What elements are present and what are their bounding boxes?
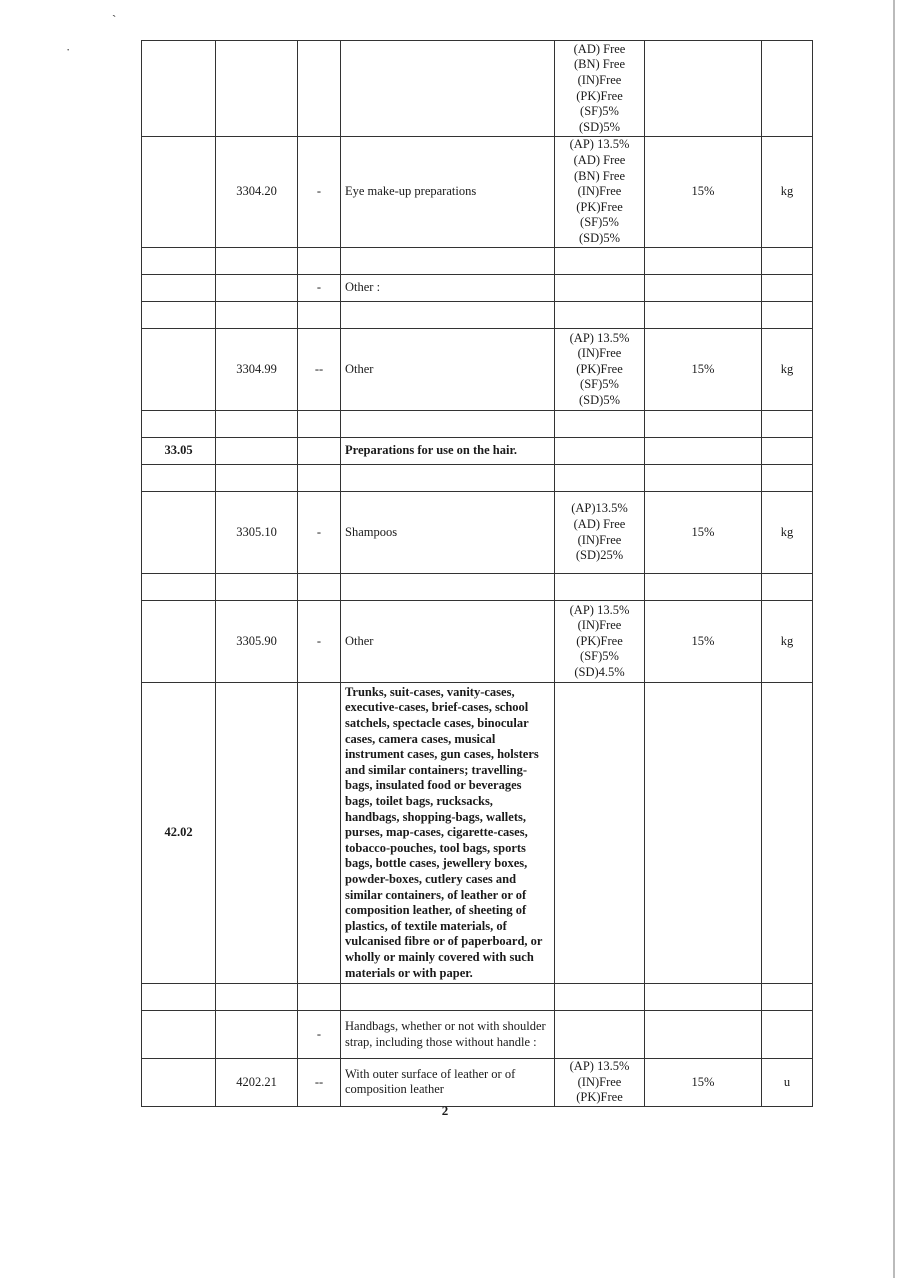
dash-level-cell: - bbox=[298, 601, 341, 683]
heading-number-cell bbox=[142, 302, 216, 329]
dash-level-cell bbox=[298, 984, 341, 1011]
subheading-code-cell: 3304.99 bbox=[216, 329, 298, 411]
table-row bbox=[142, 41, 813, 137]
heading-number-cell bbox=[142, 1059, 216, 1107]
general-duty-cell bbox=[645, 984, 762, 1011]
unit-cell: kg bbox=[762, 492, 813, 574]
general-duty-cell: 15% bbox=[645, 137, 762, 248]
dash-level-cell bbox=[298, 302, 341, 329]
duty-rate-line: (SD)4.5% bbox=[574, 664, 625, 679]
heading-number-cell bbox=[142, 248, 216, 275]
table-row bbox=[142, 984, 813, 1011]
preferential-duty-cell bbox=[555, 683, 645, 984]
table-row bbox=[142, 1011, 813, 1059]
preferential-duty-cell bbox=[555, 329, 645, 411]
duty-rate-line: (IN)Free bbox=[577, 184, 622, 199]
duty-rate-line: (IN)Free bbox=[577, 346, 622, 361]
dash-level-cell bbox=[298, 574, 341, 601]
duty-rate-line: (AD) Free bbox=[573, 153, 626, 168]
subheading-code-cell: 3305.90 bbox=[216, 601, 298, 683]
table-row bbox=[142, 411, 813, 438]
page-number: 2 bbox=[441, 1103, 449, 1118]
unit-cell: kg bbox=[762, 137, 813, 248]
unit-cell bbox=[762, 438, 813, 465]
unit-cell bbox=[762, 302, 813, 329]
subheading-code-cell bbox=[216, 248, 298, 275]
duty-rate-line: (SD)5% bbox=[579, 230, 620, 245]
preferential-duty-cell bbox=[555, 248, 645, 275]
heading-number-cell bbox=[142, 984, 216, 1011]
heading-number-cell bbox=[142, 411, 216, 438]
duty-rate-line: (SF)5% bbox=[580, 104, 619, 119]
general-duty-cell: 15% bbox=[645, 1059, 762, 1107]
unit-cell bbox=[762, 41, 813, 137]
duty-rate-line: (SD)5% bbox=[579, 119, 620, 134]
duty-rate-line: (AD) Free bbox=[573, 41, 626, 56]
unit-cell bbox=[762, 984, 813, 1011]
duty-rate-line: (PK)Free bbox=[576, 1090, 623, 1105]
subheading-code-cell bbox=[216, 438, 298, 465]
preferential-duty-cell bbox=[555, 1011, 645, 1059]
scan-edge-line bbox=[893, 0, 895, 1278]
preferential-duty-cell bbox=[555, 411, 645, 438]
table-row bbox=[142, 492, 813, 574]
unit-cell: kg bbox=[762, 329, 813, 411]
duty-rate-line: (SD)25% bbox=[575, 548, 624, 563]
duty-rate-line: (BN) Free bbox=[573, 57, 626, 72]
dash-level-cell: - bbox=[298, 492, 341, 574]
heading-number-cell bbox=[142, 492, 216, 574]
description-cell: Preparations for use on the hair. bbox=[341, 438, 555, 465]
description-cell bbox=[341, 248, 555, 275]
dash-level-cell: -- bbox=[298, 329, 341, 411]
dash-level-cell bbox=[298, 438, 341, 465]
unit-cell bbox=[762, 411, 813, 438]
description-cell bbox=[341, 465, 555, 492]
description-cell: Handbags, whether or not with shoulder strap, including those without handle : bbox=[341, 1011, 555, 1059]
general-duty-cell bbox=[645, 411, 762, 438]
duty-rate-line: (PK)Free bbox=[576, 633, 623, 648]
table-row bbox=[142, 329, 813, 411]
general-duty-cell: 15% bbox=[645, 329, 762, 411]
dash-level-cell bbox=[298, 683, 341, 984]
preferential-duty-cell bbox=[555, 41, 645, 137]
table-row bbox=[142, 302, 813, 329]
duty-rate-line: (SD)5% bbox=[579, 392, 620, 407]
duty-rate-line: (IN)Free bbox=[577, 72, 622, 87]
duty-rate-line: (AP) 13.5% bbox=[569, 330, 630, 345]
dash-level-cell bbox=[298, 411, 341, 438]
table-row bbox=[142, 683, 813, 984]
dash-level-cell: - bbox=[298, 1011, 341, 1059]
heading-number-cell bbox=[142, 329, 216, 411]
unit-cell bbox=[762, 683, 813, 984]
heading-number-cell bbox=[142, 1011, 216, 1059]
general-duty-cell bbox=[645, 683, 762, 984]
preferential-duty-cell bbox=[555, 492, 645, 574]
table-row bbox=[142, 465, 813, 492]
duty-rate-line: (SF)5% bbox=[580, 377, 619, 392]
dash-level-cell: - bbox=[298, 275, 341, 302]
preferential-duty-cell bbox=[555, 137, 645, 248]
description-cell bbox=[341, 574, 555, 601]
duty-rate-line: (BN) Free bbox=[573, 168, 626, 183]
description-cell: Trunks, suit-cases, vanity-cases, executive-cases, brief-cases, school satchels, spectacle cases, binocular cases, camera cases, musical instrument cases, gun cases, holsters and similar containers; travelling-bags, insulated food or beverages bags, toilet bags, rucksacks, handbags, shopping-bags, wallets, purses, map-cases, cigarette-cases, tobacco-pouches, tool bags, sports bags, bottle cases, jewellery boxes, powder-boxes, cutlery cases and similar containers, of leather or of composition leather, of sheeting of plastics, of textile materials, of vulcanised fibre or of paperboard, or wholly or mainly covered with such materials or with paper. bbox=[341, 683, 555, 984]
subheading-code-cell: 3304.20 bbox=[216, 137, 298, 248]
general-duty-cell bbox=[645, 248, 762, 275]
heading-number-cell: 33.05 bbox=[142, 438, 216, 465]
table-row bbox=[142, 574, 813, 601]
description-cell bbox=[341, 984, 555, 1011]
duty-rate-line: (PK)Free bbox=[576, 88, 623, 103]
duty-rate-line: (AP)13.5% bbox=[571, 501, 628, 516]
description-cell: With outer surface of leather or of composition leather bbox=[341, 1059, 555, 1107]
unit-cell: u bbox=[762, 1059, 813, 1107]
heading-number-cell bbox=[142, 574, 216, 601]
general-duty-cell bbox=[645, 302, 762, 329]
description-cell: Eye make-up preparations bbox=[341, 137, 555, 248]
subheading-code-cell bbox=[216, 465, 298, 492]
general-duty-cell bbox=[645, 41, 762, 137]
heading-number-cell bbox=[142, 275, 216, 302]
duty-rate-line: (PK)Free bbox=[576, 199, 623, 214]
table-row bbox=[142, 601, 813, 683]
table-row bbox=[142, 275, 813, 302]
duty-rate-line: (IN)Free bbox=[577, 532, 622, 547]
preferential-duty-cell bbox=[555, 275, 645, 302]
duty-rate-line: (PK)Free bbox=[576, 361, 623, 376]
general-duty-cell bbox=[645, 438, 762, 465]
subheading-code-cell bbox=[216, 683, 298, 984]
dash-level-cell bbox=[298, 41, 341, 137]
duty-rate-line: (AP) 13.5% bbox=[569, 1059, 630, 1073]
dash-level-cell bbox=[298, 465, 341, 492]
description-cell: Other bbox=[341, 329, 555, 411]
heading-number-cell bbox=[142, 137, 216, 248]
description-cell: Other bbox=[341, 601, 555, 683]
general-duty-cell: 15% bbox=[645, 492, 762, 574]
preferential-duty-cell bbox=[555, 1059, 645, 1107]
description-cell bbox=[341, 41, 555, 137]
general-duty-cell bbox=[645, 275, 762, 302]
subheading-code-cell: 3305.10 bbox=[216, 492, 298, 574]
description-cell: Shampoos bbox=[341, 492, 555, 574]
unit-cell bbox=[762, 574, 813, 601]
unit-cell: kg bbox=[762, 601, 813, 683]
preferential-duty-cell bbox=[555, 984, 645, 1011]
duty-rate-line: (AP) 13.5% bbox=[569, 602, 630, 617]
table-row bbox=[142, 137, 813, 248]
duty-rate-line: (IN)Free bbox=[577, 618, 622, 633]
unit-cell bbox=[762, 465, 813, 492]
subheading-code-cell bbox=[216, 41, 298, 137]
unit-cell bbox=[762, 248, 813, 275]
heading-number-cell: 42.02 bbox=[142, 683, 216, 984]
heading-number-cell bbox=[142, 465, 216, 492]
table-row bbox=[142, 1059, 813, 1107]
tariff-table bbox=[141, 40, 813, 1107]
preferential-duty-cell bbox=[555, 438, 645, 465]
general-duty-cell bbox=[645, 574, 762, 601]
general-duty-cell bbox=[645, 1011, 762, 1059]
duty-rate-line: (IN)Free bbox=[577, 1074, 622, 1089]
table-row bbox=[142, 438, 813, 465]
preferential-duty-cell bbox=[555, 465, 645, 492]
scan-mark: · bbox=[66, 42, 71, 57]
general-duty-cell: 15% bbox=[645, 601, 762, 683]
preferential-duty-cell bbox=[555, 302, 645, 329]
duty-rate-line: (AD) Free bbox=[573, 516, 626, 531]
general-duty-cell bbox=[645, 465, 762, 492]
description-cell bbox=[341, 302, 555, 329]
scan-mark: ` bbox=[112, 12, 117, 27]
subheading-code-cell bbox=[216, 574, 298, 601]
duty-rate-line: (AP) 13.5% bbox=[569, 137, 630, 152]
description-cell: Other : bbox=[341, 275, 555, 302]
subheading-code-cell bbox=[216, 411, 298, 438]
heading-number-cell bbox=[142, 601, 216, 683]
dash-level-cell: -- bbox=[298, 1059, 341, 1107]
description-cell bbox=[341, 411, 555, 438]
unit-cell bbox=[762, 1011, 813, 1059]
subheading-code-cell bbox=[216, 275, 298, 302]
subheading-code-cell bbox=[216, 1011, 298, 1059]
dash-level-cell: - bbox=[298, 137, 341, 248]
unit-cell bbox=[762, 275, 813, 302]
preferential-duty-cell bbox=[555, 601, 645, 683]
table-row bbox=[142, 248, 813, 275]
subheading-code-cell: 4202.21 bbox=[216, 1059, 298, 1107]
heading-number-cell bbox=[142, 41, 216, 137]
preferential-duty-cell bbox=[555, 574, 645, 601]
duty-rate-line: (SF)5% bbox=[580, 649, 619, 664]
dash-level-cell bbox=[298, 248, 341, 275]
tariff-table-body bbox=[142, 41, 813, 1107]
subheading-code-cell bbox=[216, 302, 298, 329]
duty-rate-line: (SF)5% bbox=[580, 215, 619, 230]
subheading-code-cell bbox=[216, 984, 298, 1011]
